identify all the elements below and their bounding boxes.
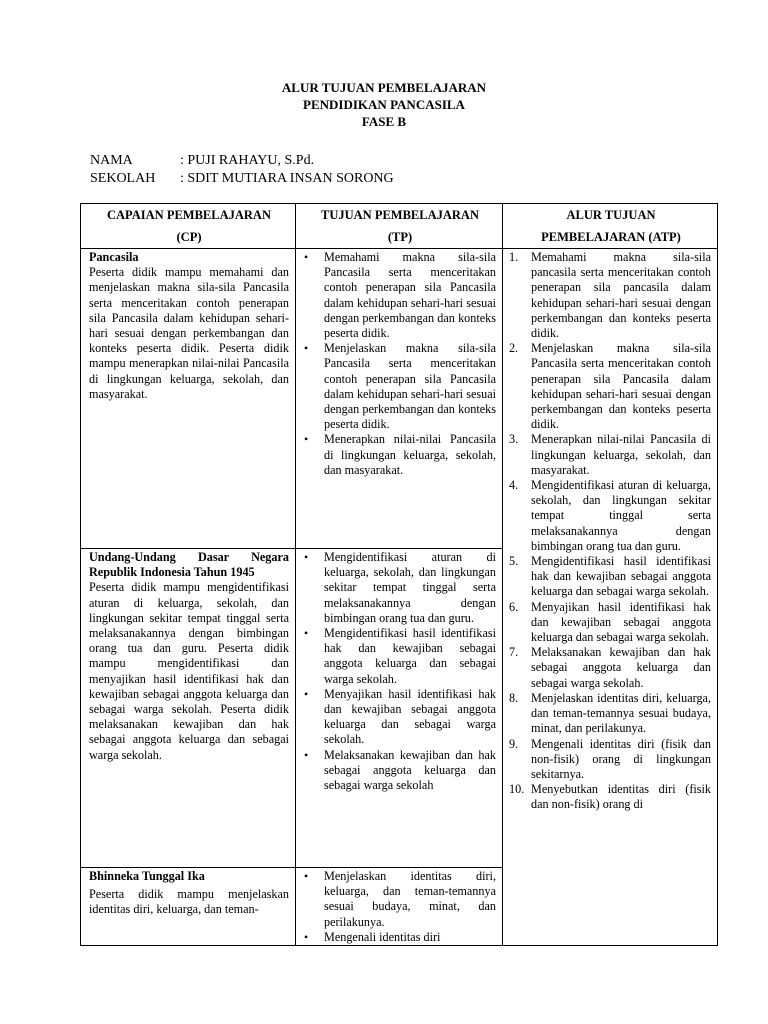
sekolah-label: SEKOLAH — [90, 171, 156, 186]
section-row-pancasila — [81, 249, 718, 549]
atp-list — [509, 250, 711, 813]
tp-cell — [296, 549, 503, 868]
info-sekolah-row — [90, 171, 394, 187]
cp-text: Peserta didik mampu memahami dan menjelaskan makna sila-sila Pancasila serta menceritakan contoh penerapan sila Pancasila dalam kehidupan sehari-hari sesuai dengan perkembangan dan konteks peserta didik. Peserta didik mampu menerapkan nilai-nilai Pancasila di lingkungan keluarga, sekolah, dan masyarakat. — [89, 265, 289, 401]
cp-cell — [81, 549, 296, 868]
header-cp-line1: CAPAIAN PEMBELAJARAN — [106, 208, 271, 222]
header-cp — [81, 204, 296, 249]
header-cp-line2: (CP) — [176, 230, 202, 244]
cp-text: Peserta didik mampu mengidentifikasi aturan di keluarga, sekolah, dan lingkungan sekitar tempat tinggal serta melaksanakannya dengan bimbingan orang tua dan guru. Peserta didik mampu mengidentifikasi dan menyajikan hasil identifikasi hak dan kewajiban sebagai anggota keluarga dan sebagai warga sekolah. Peserta didik melaksanakan kewajiban dan hak sebagai anggota keluarga dan sebagai warga sekolah. — [89, 580, 289, 762]
atp-text: Menyebutkan identitas diri (fisik dan non-fisik) orang di — [531, 782, 711, 812]
header-tp-line1: TUJUAN PEMBELAJARAN — [321, 208, 479, 222]
nama-value: : PUJI RAHAYU, S.Pd. — [180, 153, 315, 168]
tp-item: • Mengidentifikasi aturan di keluarga, sekolah, dan lingkungan sekitar tempat tinggal serta melaksanakannya dengan bimbingan orang tua dan guru. — [324, 550, 496, 626]
atp-item — [509, 599, 711, 646]
atp-item — [509, 432, 711, 478]
atp-number: 9. — [509, 736, 519, 751]
cp-title: Undang-Undang Dasar Negara Republik Indonesia Tahun 1945 — [89, 550, 289, 580]
tp-cell — [296, 868, 503, 946]
atp-text: Mengidentifikasi aturan di keluarga, sekolah, dan lingkungan sekitar tempat tinggal serta melaksanakannya dengan bimbingan orang tua dan guru. — [531, 478, 711, 553]
atp-text: Mengenali identitas diri (fisik dan non-fisik) orang di lingkungan sekitarnya. — [531, 736, 711, 781]
atp-item — [509, 645, 711, 691]
atp-number: 7. — [509, 645, 519, 660]
tp-item: • Mengenali identitas diri — [324, 930, 496, 945]
atp-number: 6. — [509, 599, 519, 614]
atp-item — [509, 736, 711, 783]
tp-item: • Menjelaskan makna sila-sila Pancasila serta menceritakan contoh penerapan sila Pancasila dalam kehidupan sehari-hari sesuai dengan perkembangan dan konteks peserta didik. — [324, 341, 496, 432]
tp-item: • Memahami makna sila-sila Pancasila serta menceritakan contoh penerapan sila Pancasila dalam kehidupan sehari-hari sesuai dengan perkembangan dan konteks peserta didik. — [324, 250, 496, 341]
tp-list — [304, 250, 496, 478]
cp-cell — [81, 868, 296, 946]
atp-number: 5. — [509, 554, 519, 569]
tp-item: • Menjelaskan identitas diri, keluarga, dan teman-temannya sesuai budaya, minat, dan perilakunya. — [324, 869, 496, 930]
document-title-line3: FASE B — [361, 114, 407, 129]
cp-title: Pancasila — [89, 250, 139, 264]
atp-number: 4. — [509, 478, 519, 493]
atp-number: 1. — [509, 250, 519, 264]
atp-number: 8. — [509, 690, 519, 705]
atp-number: 2. — [509, 341, 519, 356]
atp-cell — [503, 249, 718, 946]
atp-table — [80, 203, 718, 946]
document-title-line1: ALUR TUJUAN PEMBELAJARAN — [281, 80, 487, 95]
tp-item: • Mengidentifikasi hasil identifikasi hak dan kewajiban sebagai anggota keluarga dan sebagai warga sekolah. — [324, 626, 496, 687]
tp-cell — [296, 249, 503, 549]
atp-item — [509, 341, 711, 432]
header-atp — [503, 204, 718, 249]
tp-list — [304, 869, 496, 945]
atp-number: 3. — [509, 432, 519, 447]
atp-item — [509, 554, 711, 600]
atp-text: Mengidentifikasi hasil identifikasi hak dan kewajiban sebagai anggota keluarga dan sebagai warga sekolah. — [531, 554, 711, 599]
header-tp — [296, 204, 503, 249]
document-title-line2: PENDIDIKAN PANCASILA — [303, 97, 465, 112]
tp-item: • Menyajikan hasil identifikasi hak dan kewajiban sebagai anggota keluarga dan sebagai warga sekolah. — [324, 687, 496, 748]
atp-text: Menerapkan nilai-nilai Pancasila di lingkungan keluarga, sekolah, dan masyarakat. — [531, 432, 711, 477]
cp-title: Bhinneka Tunggal Ika — [89, 869, 205, 883]
header-atp-line2: PEMBELAJARAN (ATP) — [541, 230, 681, 244]
header-atp-line1: ALUR TUJUAN — [566, 208, 656, 222]
atp-item — [509, 690, 711, 737]
atp-text: Melaksanakan kewajiban dan hak sebagai anggota keluarga dan sebagai warga sekolah. — [531, 645, 711, 690]
atp-text: Menjelaskan identitas diri, keluarga, dan teman-temannya sesuai budaya, minat, dan perilakunya. — [531, 690, 711, 736]
cp-cell — [81, 249, 296, 549]
atp-item — [509, 478, 711, 554]
tp-list — [304, 550, 496, 793]
nama-label: NAMA — [90, 153, 133, 168]
info-nama-row — [90, 153, 314, 169]
tp-item: • Melaksanakan kewajiban dan hak sebagai anggota keluarga dan sebagai warga sekolah — [324, 748, 496, 794]
atp-item — [509, 250, 711, 341]
cp-text: Peserta didik mampu menjelaskan identitas diri, keluarga, dan teman- — [89, 887, 289, 917]
atp-text: Menyajikan hasil identifikasi hak dan kewajiban sebagai anggota keluarga dan sebagai warga sekolah. — [531, 599, 711, 645]
table-header-row — [81, 204, 718, 249]
header-tp-line2: (TP) — [387, 230, 413, 244]
tp-item: • Menerapkan nilai-nilai Pancasila di lingkungan keluarga, sekolah, dan masyarakat. — [324, 432, 496, 478]
atp-text: Menjelaskan makna sila-sila Pancasila serta menceritakan contoh penerapan sila Pancasila dalam kehidupan sehari-hari sesuai dengan perkembangan dan konteks peserta didik. — [531, 341, 711, 432]
atp-text: Memahami makna sila-sila pancasila serta menceritakan contoh penerapan sila pancasila dalam kehidupan sehari-hari sesuai dengan perkembangan dan konteks peserta didik. — [531, 250, 711, 341]
atp-item — [509, 782, 711, 812]
atp-number: 10. — [509, 782, 525, 797]
sekolah-value: : SDIT MUTIARA INSAN SORONG — [180, 171, 394, 186]
